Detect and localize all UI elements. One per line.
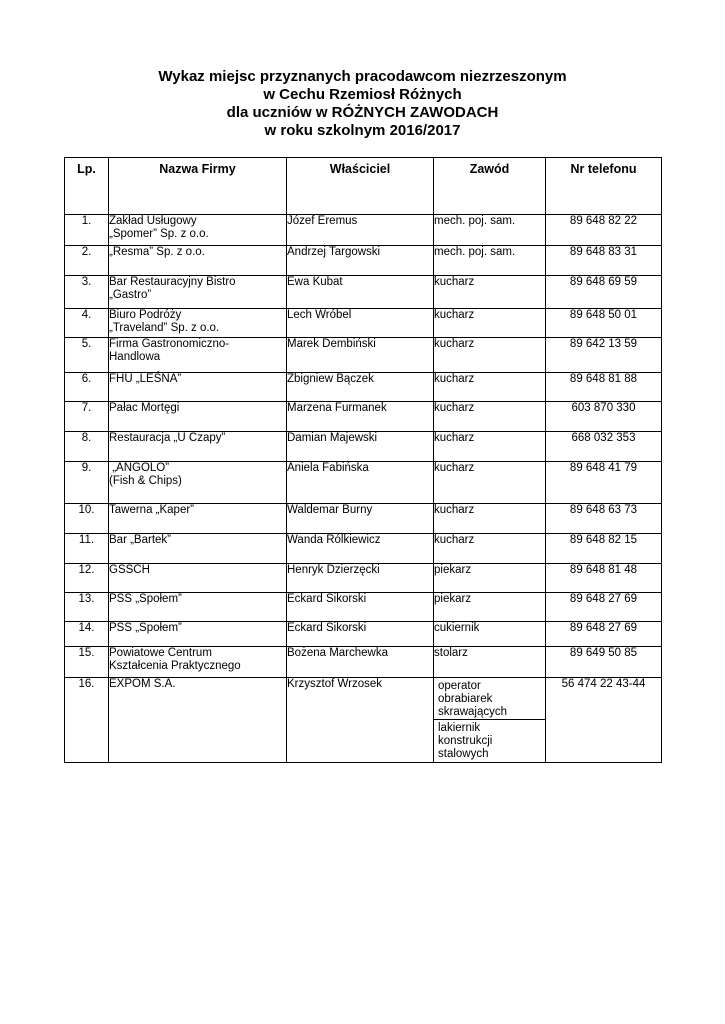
cell-trade: kucharz <box>434 504 546 534</box>
firm-line-2: Kształcenia Praktycznego <box>109 660 241 672</box>
cell-firm <box>109 338 287 373</box>
table-row <box>65 246 662 276</box>
cell-phone: 89 648 69 59 <box>546 276 662 309</box>
cell-lp: 11. <box>65 534 109 564</box>
cell-owner: Damian Majewski <box>287 432 434 462</box>
table-row <box>65 402 662 432</box>
firm-line-1: „Resma” Sp. z o.o. <box>109 246 205 258</box>
table-row <box>65 215 662 246</box>
table-row <box>65 622 662 647</box>
firm-line-1: Tawerna „Kaper” <box>109 504 195 516</box>
cell-lp: 8. <box>65 432 109 462</box>
cell-lp: 7. <box>65 402 109 432</box>
firm-line-2: „Spomer” Sp. z o.o. <box>109 228 209 240</box>
cell-firm <box>109 647 287 678</box>
title-line-2: w Cechu Rzemiosł Różnych <box>263 86 462 103</box>
cell-owner: Henryk Dzierzęcki <box>287 564 434 593</box>
cell-lp: 6. <box>65 373 109 402</box>
cell-owner: Eckard Sikorski <box>287 622 434 647</box>
table-row <box>65 432 662 462</box>
firm-line-1: Pałac Mortęgi <box>109 402 180 414</box>
cell-trade: kucharz <box>434 309 546 338</box>
cell-owner: Józef Eremus <box>287 215 434 246</box>
firm-line-2: „Traveland” Sp. z o.o. <box>109 322 220 334</box>
cell-phone: 89 648 27 69 <box>546 622 662 647</box>
cell-owner: Marzena Furmanek <box>287 402 434 432</box>
trade-operator <box>434 678 546 719</box>
firm-line-2: Handlowa <box>109 351 161 363</box>
firm-line-2: „Gastro” <box>109 289 152 301</box>
cell-firm <box>109 246 287 276</box>
cell-firm <box>109 462 287 504</box>
firm-line-1: Zakład Usługowy <box>109 215 197 227</box>
cell-firm <box>109 622 287 647</box>
cell-phone: 668 032 353 <box>546 432 662 462</box>
cell-phone: 89 648 63 73 <box>546 504 662 534</box>
cell-trade: stolarz <box>434 647 546 678</box>
trade-line: obrabiarek <box>438 693 493 705</box>
cell-lp: 14. <box>65 622 109 647</box>
cell-owner: Zbigniew Bączek <box>287 373 434 402</box>
cell-owner: Eckard Sikorski <box>287 593 434 622</box>
cell-trade <box>434 678 546 763</box>
cell-phone: 89 648 50 01 <box>546 309 662 338</box>
header-firm: Nazwa Firmy <box>109 158 287 215</box>
table-row <box>65 678 662 763</box>
document-title <box>0 68 725 140</box>
cell-phone: 89 648 83 31 <box>546 246 662 276</box>
cell-phone: 89 642 13 59 <box>546 338 662 373</box>
cell-lp: 15. <box>65 647 109 678</box>
title-line-1: Wykaz miejsc przyznanych pracodawcom niezrzeszonym <box>158 68 567 85</box>
firm-line-1: Bar Restauracyjny Bistro <box>109 276 236 288</box>
trade-painter <box>434 719 546 761</box>
cell-trade: piekarz <box>434 564 546 593</box>
cell-phone: 89 648 27 69 <box>546 593 662 622</box>
cell-firm <box>109 402 287 432</box>
table-row <box>65 534 662 564</box>
firm-line-1: Bar „Bartek” <box>109 534 171 546</box>
cell-phone: 89 648 41 79 <box>546 462 662 504</box>
firm-line-1: PSS „Społem” <box>109 593 182 605</box>
cell-lp: 1. <box>65 215 109 246</box>
cell-owner: Wanda Rólkiewicz <box>287 534 434 564</box>
cell-firm <box>109 373 287 402</box>
cell-owner: Lech Wróbel <box>287 309 434 338</box>
cell-firm <box>109 534 287 564</box>
table-row <box>65 504 662 534</box>
cell-owner: Marek Dembiński <box>287 338 434 373</box>
header-lp: Lp. <box>65 158 109 215</box>
firm-line-1: Biuro Podróży <box>109 309 182 321</box>
cell-phone: 89 648 82 15 <box>546 534 662 564</box>
cell-trade: kucharz <box>434 534 546 564</box>
cell-phone: 89 648 81 88 <box>546 373 662 402</box>
firm-line-1: Powiatowe Centrum <box>109 647 212 659</box>
cell-lp: 2. <box>65 246 109 276</box>
cell-firm <box>109 276 287 309</box>
table-row <box>65 564 662 593</box>
firm-line-1: GSSCH <box>109 564 150 576</box>
cell-trade: kucharz <box>434 373 546 402</box>
cell-phone: 89 649 50 85 <box>546 647 662 678</box>
cell-lp: 5. <box>65 338 109 373</box>
cell-lp: 3. <box>65 276 109 309</box>
cell-firm <box>109 215 287 246</box>
cell-owner: Bożena Marchewka <box>287 647 434 678</box>
table-row <box>65 593 662 622</box>
cell-lp: 10. <box>65 504 109 534</box>
cell-phone: 89 648 81 48 <box>546 564 662 593</box>
cell-lp: 12. <box>65 564 109 593</box>
cell-owner: Andrzej Targowski <box>287 246 434 276</box>
cell-firm <box>109 593 287 622</box>
header-owner: Właściciel <box>287 158 434 215</box>
cell-trade: kucharz <box>434 432 546 462</box>
trade-line: lakiernik <box>438 722 481 734</box>
cell-lp: 16. <box>65 678 109 763</box>
cell-lp: 4. <box>65 309 109 338</box>
firm-line-1: PSS „Społem” <box>109 622 182 634</box>
firm-line-1: Firma Gastronomiczno- <box>109 338 230 350</box>
firm-line-1: FHU „LEŚNA” <box>109 373 182 385</box>
cell-trade: kucharz <box>434 276 546 309</box>
table-header-row <box>65 158 662 215</box>
firm-line-2: (Fish & Chips) <box>109 475 182 487</box>
cell-trade: kucharz <box>434 462 546 504</box>
cell-phone: 56 474 22 43-44 <box>546 678 662 763</box>
cell-trade: kucharz <box>434 402 546 432</box>
header-trade: Zawód <box>434 158 546 215</box>
cell-trade: mech. poj. sam. <box>434 215 546 246</box>
trade-line: konstrukcji <box>438 735 493 747</box>
table-row <box>65 338 662 373</box>
cell-firm <box>109 564 287 593</box>
trade-line: skrawających <box>438 706 508 718</box>
title-line-4: w roku szkolnym 2016/2017 <box>264 122 461 139</box>
firm-line-1: „ANGOLO” <box>109 462 170 474</box>
cell-trade: piekarz <box>434 593 546 622</box>
employers-table <box>64 157 662 763</box>
table-row <box>65 462 662 504</box>
cell-trade: kucharz <box>434 338 546 373</box>
cell-owner: Aniela Fabińska <box>287 462 434 504</box>
cell-trade: mech. poj. sam. <box>434 246 546 276</box>
cell-firm: EXPOM S.A. <box>109 678 287 763</box>
cell-firm <box>109 432 287 462</box>
table-row <box>65 373 662 402</box>
cell-owner: Waldemar Burny <box>287 504 434 534</box>
cell-firm <box>109 504 287 534</box>
cell-lp: 9. <box>65 462 109 504</box>
cell-owner: Krzysztof Wrzosek <box>287 678 434 763</box>
cell-owner: Ewa Kubat <box>287 276 434 309</box>
cell-phone: 603 870 330 <box>546 402 662 432</box>
cell-lp: 13. <box>65 593 109 622</box>
table-row <box>65 647 662 678</box>
trade-line: operator <box>438 680 481 692</box>
cell-trade: cukiernik <box>434 622 546 647</box>
firm-line-1: Restauracja „U Czapy” <box>109 432 226 444</box>
table-row <box>65 309 662 338</box>
cell-firm <box>109 309 287 338</box>
trade-line: stalowych <box>438 748 489 760</box>
cell-phone: 89 648 82 22 <box>546 215 662 246</box>
table-row <box>65 276 662 309</box>
header-phone: Nr telefonu <box>546 158 662 215</box>
title-line-3: dla uczniów w RÓŻNYCH ZAWODACH <box>226 104 499 121</box>
